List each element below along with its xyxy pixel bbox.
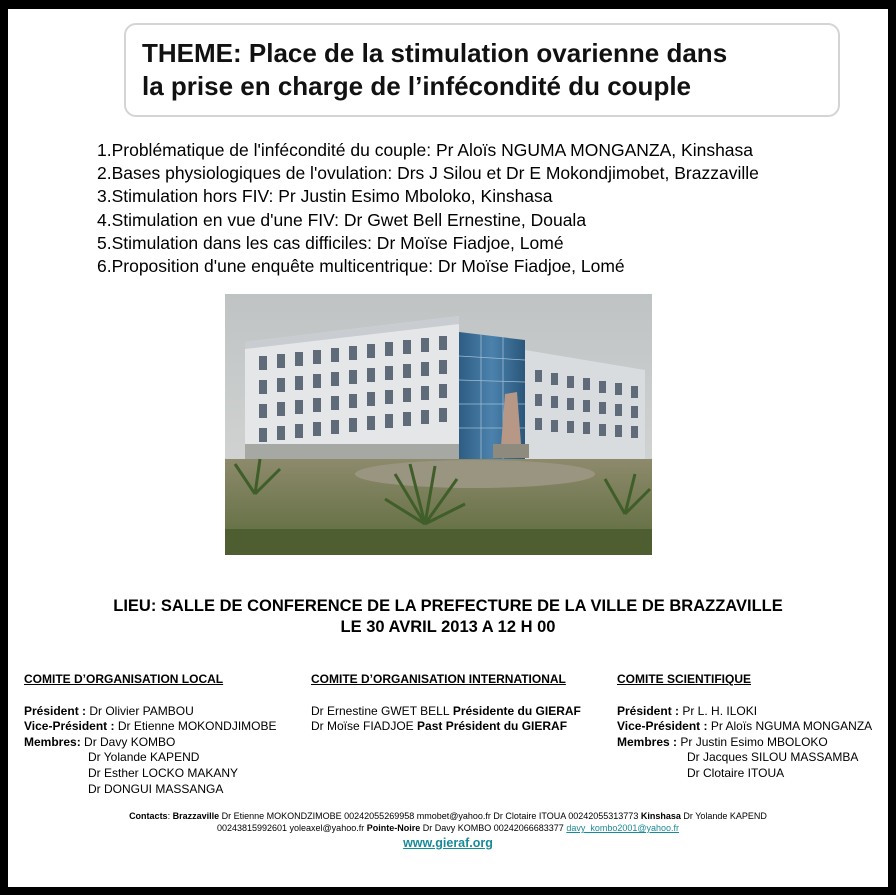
- contacts-line-1: Contacts: Brazzaville Dr Etienne MOKONDZIMOBE 00242055269958 mmobet@yahoo.fr Dr Clotaire ITOUA 00242055313773 Kinshasa Dr Yolande KAPEND: [129, 811, 767, 821]
- email-link[interactable]: davy_kombo2001@yahoo.fr: [566, 823, 680, 833]
- scientific-president-row: [617, 704, 872, 720]
- member-name: Dr Clotaire ITOUA: [687, 765, 785, 780]
- person-name: Dr Etienne MOKONDJIMOBE: [114, 719, 277, 734]
- local-vice-row: [24, 719, 277, 735]
- venue-line-1: LIEU: SALLE DE CONFERENCE DE LA PREFECTURE DE LA VILLE DE BRAZZAVILLE: [113, 597, 783, 615]
- venue-date-line: LE 30 AVRIL 2013 A 12 H 00: [340, 618, 556, 636]
- agenda-item: 1.Problématique de l'infécondité du couple: Pr Aloïs NGUMA MONGANZA, Kinshasa: [97, 140, 754, 160]
- person-name: Pr Aloïs NGUMA MONGANZA: [707, 719, 873, 734]
- role-label: Président :: [617, 703, 680, 718]
- role-label: Président :: [24, 703, 87, 718]
- member-name: Dr Jacques SILOU MASSAMBA: [687, 750, 859, 765]
- poster-page: [8, 9, 888, 887]
- agenda-list: [97, 139, 759, 278]
- international-committee: [311, 672, 581, 735]
- agenda-item: 6.Proposition d'une enquête multicentrique: Dr Moïse Fiadjoe, Lomé: [97, 256, 625, 277]
- scientific-members-row: [617, 735, 872, 751]
- member-name: Dr Esther LOCKO MAKANY: [88, 765, 239, 780]
- person-name: Dr Davy KOMBO: [80, 734, 176, 749]
- theme-title-line-2: la prise en charge de l’infécondité du couple: [142, 71, 692, 101]
- local-committee: [24, 672, 277, 797]
- city-label: Brazzaville: [172, 811, 220, 821]
- role-label: Membres :: [617, 734, 678, 749]
- local-members-row: [24, 735, 277, 751]
- agenda-item: 5.Stimulation dans les cas difficiles: Dr Moïse Fiadjoe, Lomé: [97, 232, 564, 253]
- contact-text: Dr Etienne MOKONDZIMOBE 00242055269958 mmobet@yahoo.fr Dr Clotaire ITOUA 00242055313773: [219, 811, 641, 821]
- international-member-row: [311, 704, 581, 720]
- member-name: Dr DONGUI MASSANGA: [88, 781, 224, 796]
- international-member-row: [311, 719, 581, 735]
- local-president-row: [24, 704, 277, 720]
- website-link[interactable]: www.gieraf.org: [403, 836, 493, 850]
- person-name: Dr Olivier PAMBOU: [86, 703, 194, 718]
- contact-text: 00243815992601 yoleaxel@yahoo.fr: [216, 823, 367, 833]
- contacts-label: Contacts: [129, 811, 168, 821]
- role-label: Past Président du GIERAF: [413, 719, 568, 734]
- agenda-item: 3.Stimulation hors FIV: Pr Justin Esimo Mboloko, Kinshasa: [97, 186, 553, 207]
- contact-text: Dr Davy KOMBO 00242066683377: [420, 823, 567, 833]
- member-name: Dr Yolande KAPEND: [88, 750, 200, 765]
- international-committee-heading: COMITE D’ORGANISATION INTERNATIONAL: [311, 672, 566, 686]
- person-name: Pr Justin Esimo MBOLOKO: [677, 734, 828, 749]
- local-committee-heading: COMITE D’ORGANISATION LOCAL: [24, 672, 224, 686]
- contact-text: Dr Yolande KAPEND: [680, 811, 767, 821]
- theme-box: [124, 23, 840, 117]
- scientific-vice-row: [617, 719, 872, 735]
- agenda-item: 4.Stimulation en vue d'une FIV: Dr Gwet Bell Ernestine, Douala: [97, 209, 587, 230]
- role-label: Présidente du GIERAF: [449, 703, 581, 718]
- role-label: Vice-Président :: [617, 719, 708, 734]
- scientific-committee: [617, 672, 872, 782]
- agenda-item: 2.Bases physiologiques de l'ovulation: Drs J Silou et Dr E Mokondjimobet, Brazzaville: [97, 163, 759, 184]
- role-label: Membres:: [24, 734, 81, 749]
- contacts-line-2: [8, 822, 888, 835]
- scientific-committee-heading: COMITE SCIENTIFIQUE: [617, 672, 752, 686]
- theme-title-line-1: THEME: Place de la stimulation ovarienne dans: [142, 38, 728, 68]
- person-name: Dr Moïse FIADJOE: [311, 719, 414, 734]
- building-photo: [225, 294, 652, 555]
- person-name: Dr Ernestine GWET BELL: [311, 703, 450, 718]
- city-label: Pointe-Noire: [366, 823, 421, 833]
- city-label: Kinshasa: [640, 811, 681, 821]
- role-label: Vice-Président :: [24, 719, 115, 734]
- person-name: Pr L. H. ILOKI: [679, 703, 758, 718]
